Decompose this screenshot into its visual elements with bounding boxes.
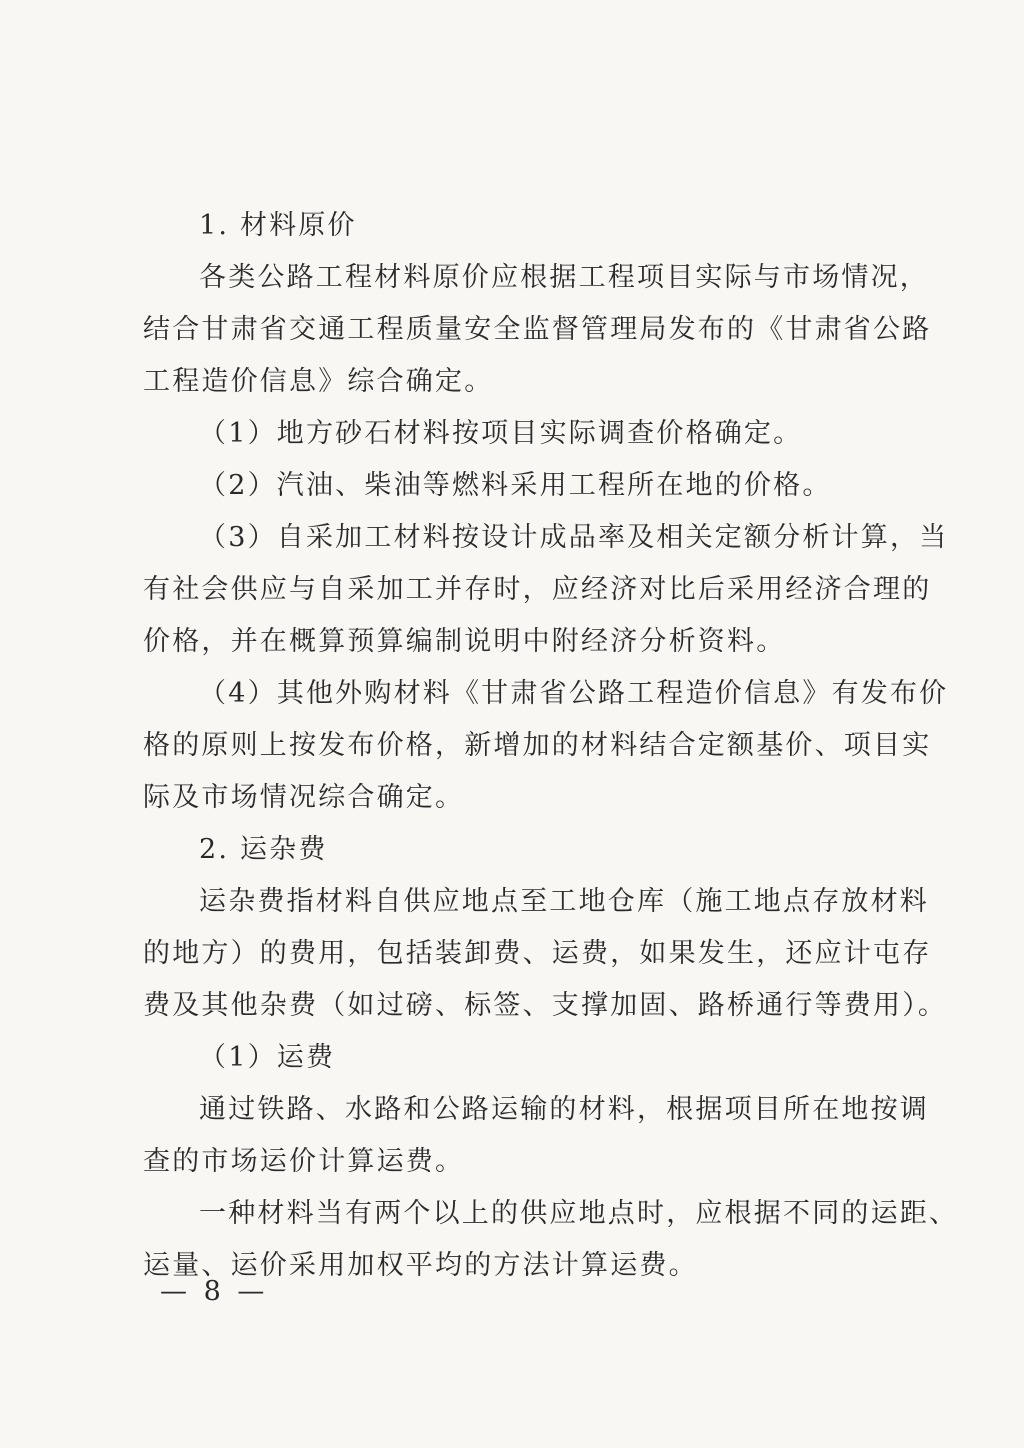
list-item-4-line: （4）其他外购材料《甘肃省公路工程造价信息》有发布价 bbox=[199, 678, 949, 709]
list-item-1: （1）地方砂石材料按项目实际调查价格确定。 bbox=[199, 418, 803, 449]
paragraph-line: 的地方）的费用，包括装卸费、运费，如果发生，还应计屯存 bbox=[143, 938, 932, 969]
paragraph-line: 查的市场运价计算运费。 bbox=[143, 1146, 465, 1177]
list-item-2: （2）汽油、柴油等燃料采用工程所在地的价格。 bbox=[199, 470, 832, 501]
section-heading-freight: 2. 运杂费 bbox=[199, 834, 328, 865]
page-number: — 8 — bbox=[160, 1276, 269, 1307]
list-item-3-line: 有社会供应与自采加工并存时，应经济对比后采用经济合理的 bbox=[143, 574, 932, 605]
section-heading-material-price: 1. 材料原价 bbox=[199, 210, 357, 241]
subsection-heading-transport-cost: （1）运费 bbox=[199, 1042, 336, 1073]
paragraph-line: 各类公路工程材料原价应根据工程项目实际与市场情况， bbox=[199, 262, 929, 293]
paragraph-line: 费及其他杂费（如过磅、标签、支撑加固、路桥通行等费用）。 bbox=[143, 990, 948, 1021]
list-item-3-line: 价格，并在概算预算编制说明中附经济分析资料。 bbox=[143, 626, 786, 657]
paragraph-line: 通过铁路、水路和公路运输的材料，根据项目所在地按调 bbox=[199, 1094, 929, 1125]
paragraph-line: 运量、运价采用加权平均的方法计算运费。 bbox=[143, 1250, 698, 1281]
paragraph-line: 结合甘肃省交通工程质量安全监督管理局发布的《甘肃省公路 bbox=[143, 314, 932, 345]
list-item-3-line: （3）自采加工材料按设计成品率及相关定额分析计算，当 bbox=[199, 522, 949, 553]
paragraph-line: 工程造价信息》综合确定。 bbox=[143, 366, 494, 397]
document-body bbox=[143, 200, 959, 1292]
paragraph-line: 运杂费指材料自供应地点至工地仓库（施工地点存放材料 bbox=[199, 886, 929, 917]
list-item-4-line: 格的原则上按发布价格，新增加的材料结合定额基价、项目实 bbox=[143, 730, 932, 761]
paragraph-line: 一种材料当有两个以上的供应地点时，应根据不同的运距、 bbox=[199, 1198, 959, 1229]
list-item-4-line: 际及市场情况综合确定。 bbox=[143, 782, 465, 813]
